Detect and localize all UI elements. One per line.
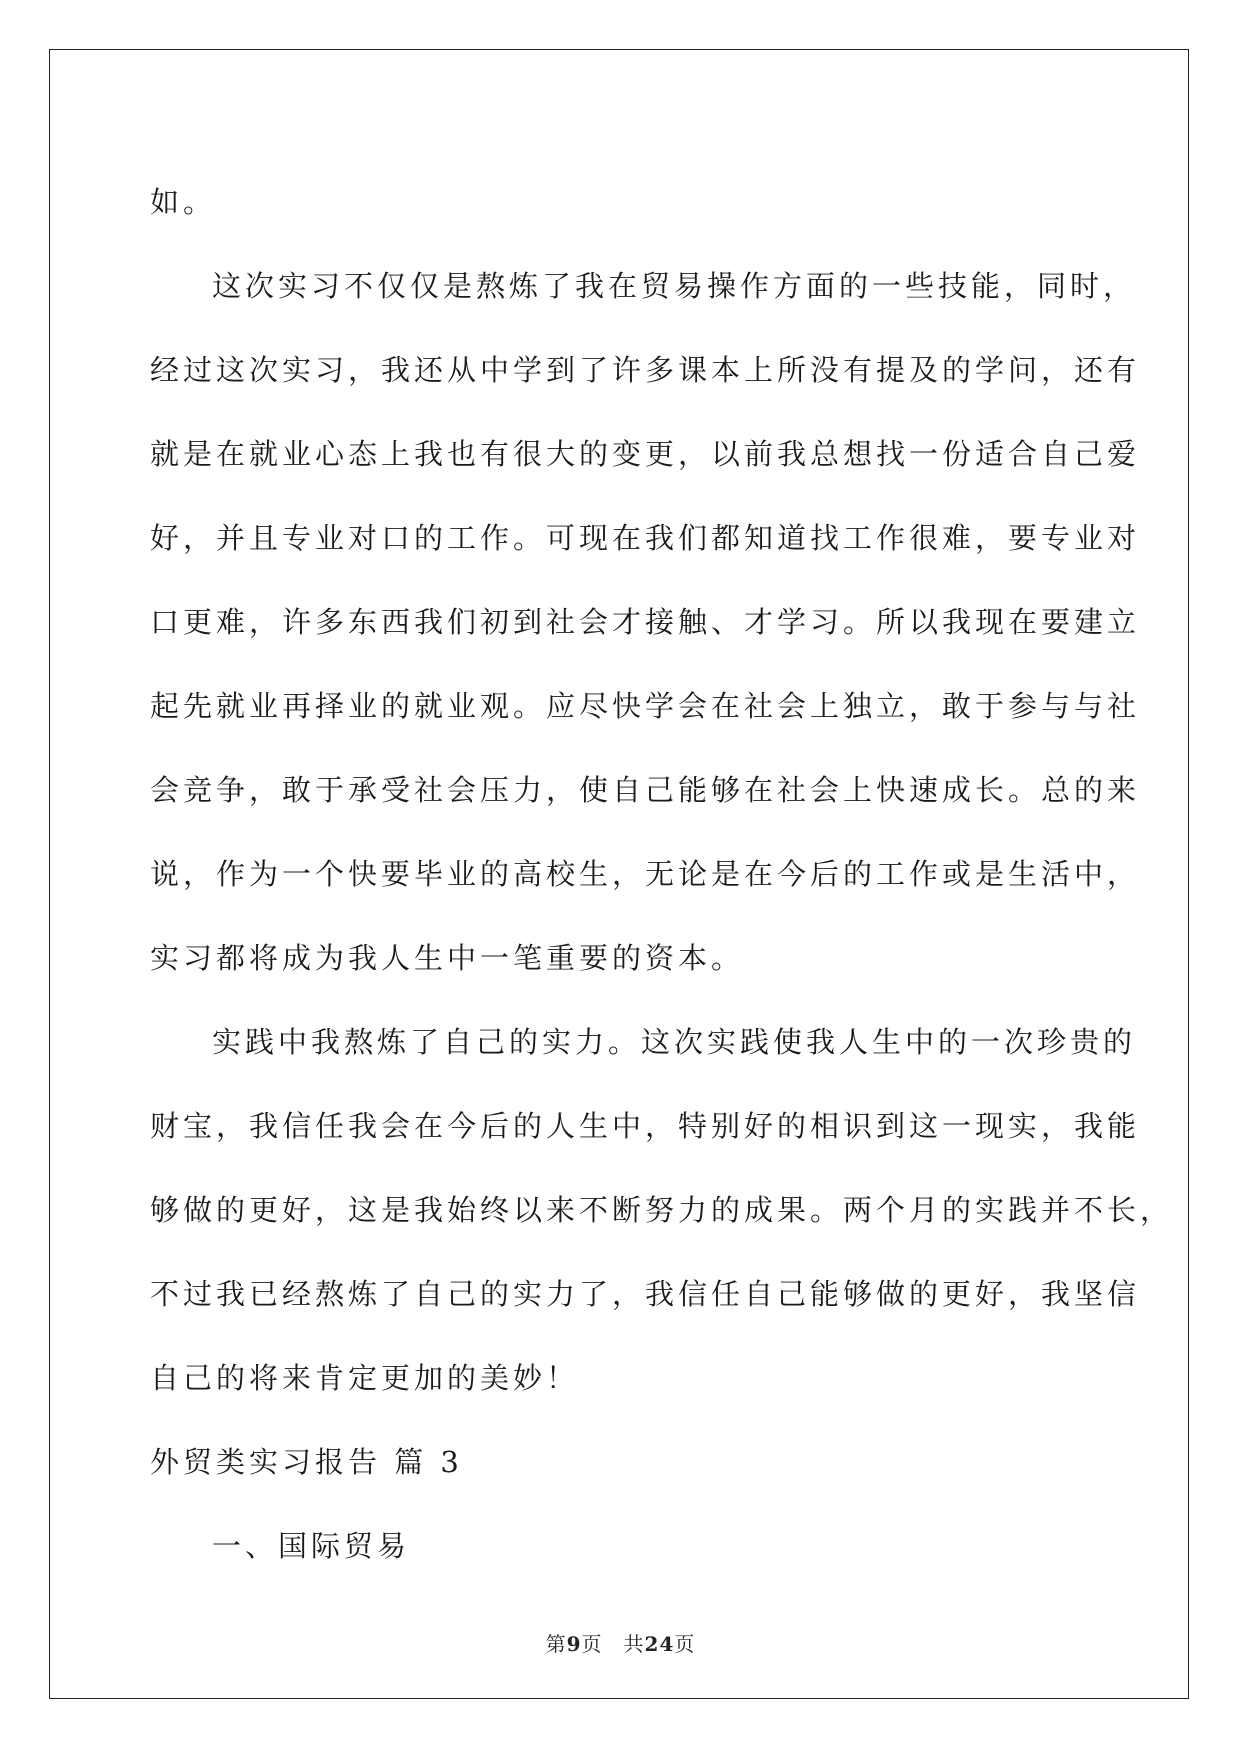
text-line: 就是在就业心态上我也有很大的变更，以前我总想找一份适合自己爱 — [150, 437, 1141, 471]
text-line: 经过这次实习，我还从中学到了许多课本上所没有提及的学问，还有 — [150, 353, 1141, 387]
text-line: 口更难，许多东西我们初到社会才接触、才学习。所以我现在要建立 — [150, 605, 1141, 639]
text-line: 自己的将来肯定更加的美妙！ — [150, 1361, 580, 1395]
total-page-count: 24 — [644, 1632, 675, 1656]
footer-prefix: 第 — [545, 1632, 567, 1656]
text-line: 好，并且专业对口的工作。可现在我们都知道找工作很难，要专业对 — [150, 521, 1141, 555]
footer-mid: 页 共 — [581, 1632, 645, 1656]
text-line: 起先就业再择业的就业观。应尽快学会在社会上独立，敢于参与与社 — [150, 689, 1141, 723]
subsection-heading: 一、国际贸易 — [212, 1529, 411, 1563]
text-line: 会竞争，敢于承受社会压力，使自己能够在社会上快速成长。总的来 — [150, 773, 1141, 807]
text-line: 说，作为一个快要毕业的高校生，无论是在今后的工作或是生活中， — [150, 857, 1141, 891]
page-footer — [0, 1628, 1241, 1657]
text-line: 实践中我熬炼了自己的实力。这次实践使我人生中的一次珍贵的 — [212, 1025, 1137, 1059]
text-line: 不过我已经熬炼了自己的实力了，我信任自己能够做的更好，我坚信 — [150, 1277, 1141, 1311]
text-line: 实习都将成为我人生中一笔重要的资本。 — [150, 941, 745, 975]
text-line: 这次实习不仅仅是熬炼了我在贸易操作方面的一些技能，同时， — [212, 269, 1137, 303]
text-line: 够做的更好，这是我始终以来不断努力的成果。两个月的实践并不长， — [150, 1193, 1174, 1227]
section-heading: 外贸类实习报告 篇 3 — [150, 1445, 463, 1479]
text-line: 财宝，我信任我会在今后的人生中，特别好的相识到这一现实，我能 — [150, 1109, 1141, 1143]
current-page-number: 9 — [566, 1632, 582, 1656]
text-line: 如。 — [150, 185, 217, 219]
document-body — [150, 160, 1174, 1588]
footer-suffix: 页 — [674, 1632, 696, 1656]
